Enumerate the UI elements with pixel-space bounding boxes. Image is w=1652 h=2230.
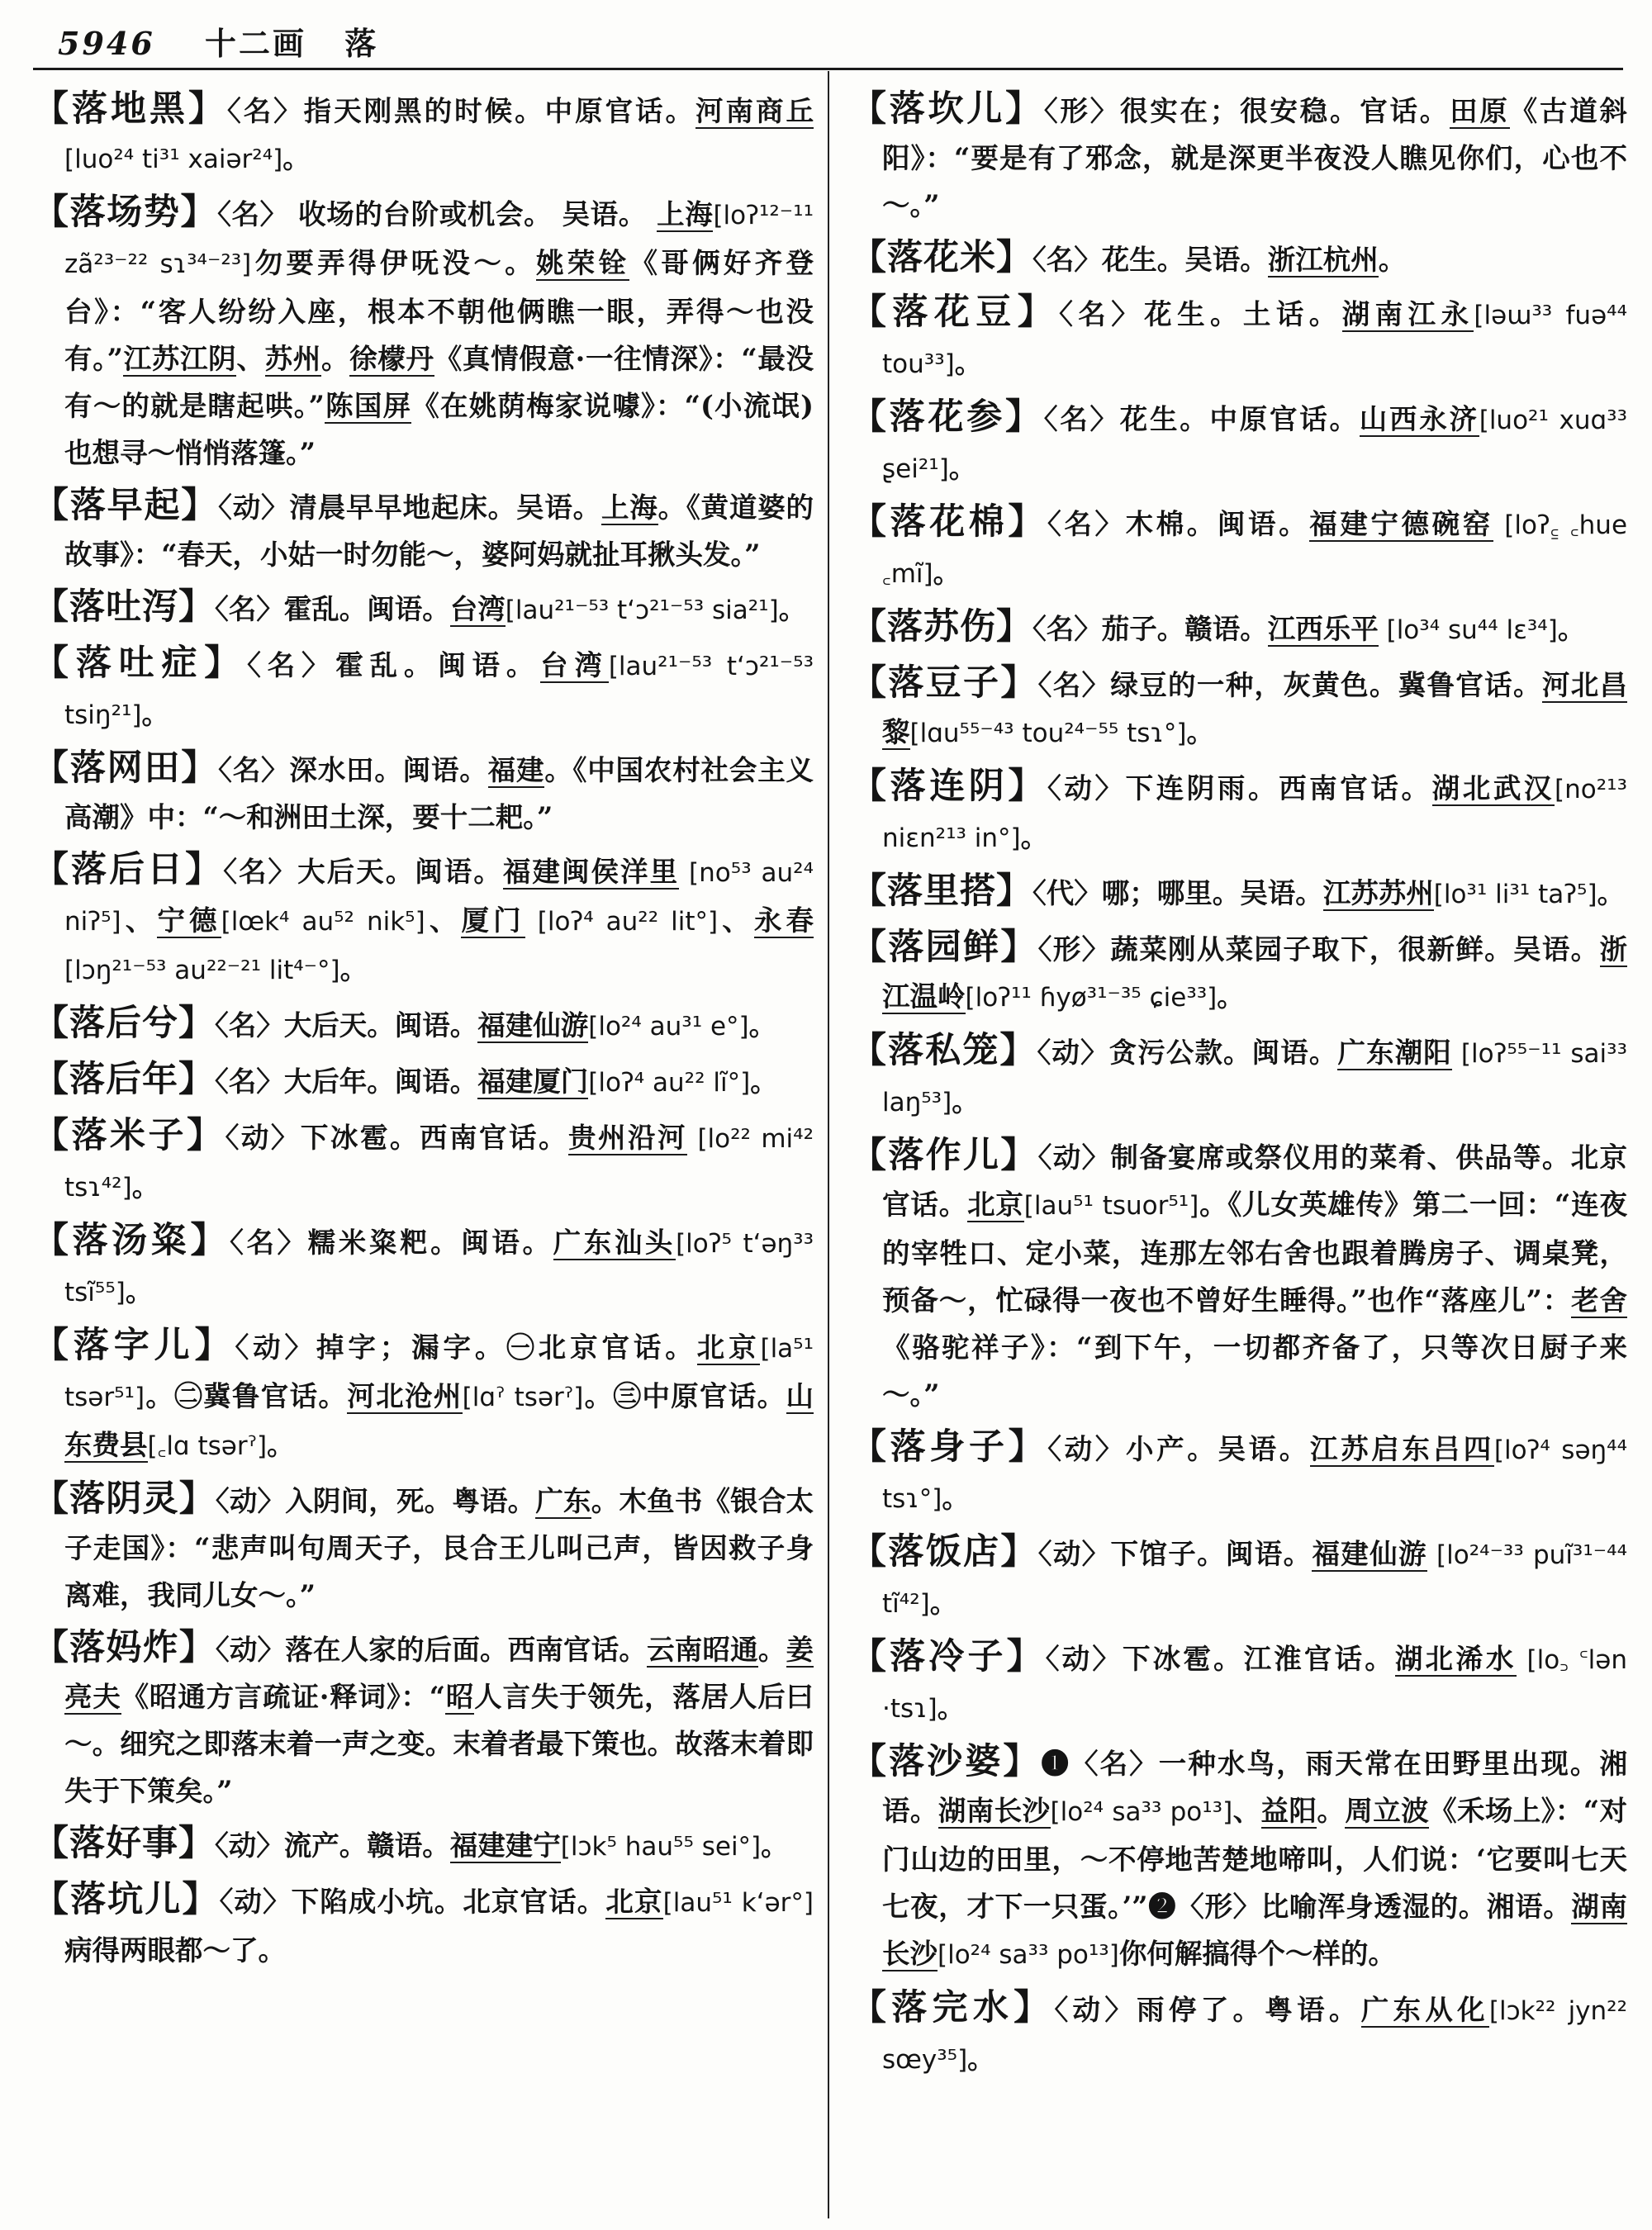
- place-name: 徐檬丹: [349, 343, 434, 375]
- entry-headword: 【落花米】: [851, 237, 1032, 278]
- right-column: [851, 86, 1627, 2090]
- place-name: 福建仙游: [477, 1009, 589, 1041]
- phonetic-transcription: [loʔ⁵ tʻəŋ³³ tsĩ⁵⁵]: [64, 1229, 814, 1307]
- entry-text: 。: [952, 1085, 980, 1117]
- phonetic-transcription: [lo²⁴⁻³³ puĩ³¹⁻⁴⁴ tĩ⁴²]: [882, 1540, 1628, 1619]
- place-name: 湖南江永: [1341, 298, 1474, 330]
- phonetic-transcription: [lau⁵¹ kʻər°]: [662, 1888, 814, 1918]
- entry-text: 。: [282, 142, 311, 174]
- entry-headword: 【落后日】: [33, 849, 224, 890]
- place-name: 贵州沿河: [568, 1122, 688, 1154]
- phonetic-transcription: [loʔ⁴ au²² lĩ°]: [588, 1068, 751, 1098]
- phonetic-transcription: [lo²⁴ au³¹ e°]: [588, 1012, 749, 1041]
- entry-headword: 【落冷子】: [851, 1636, 1046, 1677]
- dictionary-entry: [851, 289, 1627, 388]
- phonetic-transcription: [lœk⁴ au⁵² nik⁵]: [221, 907, 425, 937]
- stroke-section: 十二画: [205, 25, 307, 62]
- phonetic-transcription: [loʔ꜁ ꜀hue ꜀mĩ]: [882, 510, 1628, 589]
- entry-text: 。㊁冀鲁官话。: [145, 1380, 348, 1412]
- place-name: 老舍: [1571, 1284, 1628, 1317]
- dictionary-entry: [33, 1113, 814, 1212]
- entry-headword: 【落早起】: [33, 485, 219, 526]
- entry-text: 〈名〉霍乱。闽语。: [247, 649, 541, 681]
- entry-headword: 【落米子】: [33, 1115, 225, 1156]
- entry-text: 〈动〉下馆子。闽语。: [1037, 1538, 1313, 1570]
- entry-text: 〈名〉 收场的台阶或机会。 吴语。: [217, 198, 657, 230]
- dictionary-entry: [851, 604, 1627, 654]
- entry-text: 。: [937, 1691, 966, 1724]
- place-name: 江苏江阴: [122, 343, 237, 375]
- entry-text: 。: [1020, 821, 1049, 853]
- dictionary-entry: [33, 1625, 814, 1815]
- place-name: 永春: [753, 904, 814, 937]
- place-name: 厦门: [461, 904, 525, 937]
- page-number: 5946: [58, 25, 155, 62]
- place-name: 广东从化: [1360, 1994, 1489, 2026]
- entry-text: 〈动〉小产。吴语。: [1047, 1433, 1310, 1465]
- phonetic-transcription: [luo²⁴ ti³¹ xaiər²⁴]: [64, 145, 283, 174]
- entry-text: 〈名〉花生。吴语。: [1032, 244, 1268, 276]
- entry-headword: 【落花豆】: [851, 292, 1060, 333]
- entry-headword: 【落坎儿】: [851, 88, 1044, 130]
- place-name: 河南商丘: [695, 95, 814, 127]
- phonetic-transcription: [lau⁵¹ tsuor⁵¹]: [1023, 1191, 1199, 1221]
- phonetic-transcription: [lo³⁴ su⁴⁴ lɛ³⁴]: [1378, 615, 1558, 645]
- entry-headword: 【落豆子】: [851, 662, 1038, 704]
- dictionary-entry: [33, 86, 814, 183]
- entry-text: 《骆驼祥子》：“到下午，一切都齐备了，只等次日厨子来～。”: [882, 1331, 1627, 1411]
- entry-headword: 【落场势】: [33, 192, 218, 233]
- dictionary-entry: [851, 1985, 1627, 2084]
- entry-text: 〈形〉很实在；很安稳。官话。: [1043, 95, 1450, 127]
- entry-headword: 【落字儿】: [33, 1325, 235, 1366]
- entry-text: 病得两眼都～了。: [64, 1934, 286, 1967]
- entry-text: 、: [1232, 1795, 1261, 1827]
- entry-text: 。《黄道婆的故事》：“春天，小姑一时勿能～，婆阿妈就扯耳揪头发。”: [64, 491, 814, 571]
- entry-text: 。: [1186, 716, 1214, 748]
- place-name: 益阳: [1260, 1795, 1317, 1827]
- entry-text: 。: [1597, 877, 1626, 909]
- place-name: 山东费县: [64, 1380, 814, 1461]
- entry-text: 〈名〉霍乱。闽语。: [215, 593, 450, 625]
- phonetic-transcription: [luo²¹ xuɑ³³ ʂei²¹]: [882, 406, 1628, 484]
- place-name: 苏州: [264, 343, 321, 375]
- place-name: 北京: [605, 1886, 663, 1918]
- entry-text: 〈动〉下冰雹。西南官话。: [225, 1122, 569, 1154]
- entry-text: 。: [125, 1275, 154, 1307]
- entry-text: 。: [267, 1429, 295, 1461]
- entry-text: 〈名〉大后天。闽语。: [215, 1009, 478, 1041]
- dictionary-entry: [851, 235, 1627, 283]
- entry-headword: 【落花棉】: [851, 501, 1048, 543]
- phonetic-transcription: [loʔ⁴ səŋ⁴⁴ tsɿ°]: [882, 1435, 1628, 1514]
- entry-text: ❶〈名〉一种水鸟，雨天常在田野里出现。湘语。: [882, 1748, 1628, 1827]
- entry-headword: 【落园鲜】: [851, 927, 1038, 968]
- entry-text: 〈形〉蔬菜刚从菜园子取下，很新鲜。吴语。: [1037, 933, 1600, 966]
- entry-text: 。: [320, 343, 350, 375]
- place-name: 福建: [487, 754, 545, 786]
- entry-text: 〈动〉下连阴雨。西南官话。: [1047, 772, 1432, 804]
- phonetic-transcription: [꜀lɑ tsərˀ]: [147, 1431, 268, 1461]
- entry-text: 〈名〉糯米粢粑。闽语。: [230, 1226, 553, 1259]
- entry-text: 《禾场上》：“对门山边的田里，～不停地苦楚地啼叫，人们说：‘它要叫七天七夜，才下一只蛋。’”❷〈形〉比喻浑身透湿的。湘语。: [882, 1795, 1628, 1923]
- phonetic-transcription: [loʔ¹²⁻¹¹ zã²³⁻²² sɿ³⁴⁻²³]: [64, 201, 814, 279]
- place-name: 姜亮夫: [64, 1634, 814, 1713]
- entry-text: 你何解搞得个～样的。: [1118, 1938, 1396, 1970]
- entry-text: 〈动〉落在人家的后面。西南官话。: [215, 1634, 648, 1666]
- entry-text: 〈动〉下陷成小坑。北京官话。: [219, 1886, 606, 1918]
- phonetic-transcription: [lo²⁴ sa³³ po¹³]: [938, 1940, 1119, 1970]
- header-rule: [33, 68, 1623, 70]
- dictionary-entry: [851, 1132, 1627, 1418]
- place-name: 广东汕头: [553, 1226, 676, 1259]
- dictionary-entry: [851, 763, 1627, 862]
- place-name: 江苏苏州: [1322, 877, 1434, 909]
- place-name: 江西乐平: [1267, 613, 1379, 645]
- entry-text: 《古道斜阳》：“要是有了邪念，就是深更半夜没人瞧见你们，心也不～。”: [882, 95, 1627, 221]
- place-name: 昭: [445, 1681, 475, 1713]
- entry-text: 《昭通方言疏证·释词》：“: [121, 1681, 446, 1713]
- entry-text: 。: [750, 1065, 778, 1098]
- entry-text: 〈动〉清晨早早地起床。吴语。: [218, 491, 601, 524]
- dictionary-entry: [851, 394, 1627, 493]
- entry-text: 。: [1557, 613, 1586, 645]
- entry-headword: 【落网田】: [33, 747, 219, 789]
- place-name: 上海: [601, 491, 658, 524]
- place-name: 台湾: [540, 649, 609, 681]
- entry-text: 〈名〉花生。土话。: [1059, 298, 1342, 330]
- entry-text: 〈名〉深水田。闽语。: [218, 754, 488, 786]
- entry-text: 〈动〉制备宴席或祭仪用的菜肴、供品等。北京官话。: [882, 1141, 1628, 1221]
- entry-headword: 【落作儿】: [851, 1135, 1038, 1176]
- entry-text: 。: [339, 953, 368, 985]
- entry-text: 。: [757, 1634, 786, 1666]
- entry-headword: 【落吐泻】: [33, 586, 215, 628]
- dictionary-entry: [33, 1322, 814, 1470]
- entry-headword: 【落饭店】: [851, 1531, 1038, 1573]
- entry-text: 〈动〉流产。赣语。: [215, 1829, 450, 1862]
- dictionary-entry: [851, 1634, 1627, 1733]
- place-name: 台湾: [449, 593, 506, 625]
- entry-headword: 【落后年】: [33, 1059, 215, 1100]
- place-name: 云南昭通: [647, 1634, 758, 1666]
- entry-text: 〈动〉贪污公款。闽语。: [1037, 1037, 1338, 1069]
- entry-text: 。: [948, 452, 977, 484]
- entry-text: 。: [942, 1482, 970, 1514]
- dictionary-entry: [33, 189, 814, 477]
- entry-headword: 【落沙婆】: [851, 1741, 1042, 1782]
- dictionary-entry: [851, 1739, 1627, 1979]
- place-name: 北京: [696, 1331, 761, 1364]
- phonetic-transcription: [loʔ⁵⁵⁻¹¹ sai³³ laŋ⁵³]: [882, 1039, 1628, 1117]
- place-name: 陈国屏: [324, 390, 412, 422]
- dictionary-entry: [33, 847, 814, 994]
- entry-text: 。: [748, 1009, 777, 1041]
- entry-text: 。: [1217, 980, 1245, 1013]
- entry-text: 。木鱼书《银合太子走国》：“悲声叫句周天子，艮合王儿叫己声，皆因救子身离难，我同儿女～。”: [64, 1485, 814, 1611]
- place-name: 河北昌黎: [882, 669, 1628, 748]
- phonetic-transcription: [lo²² mi⁴² tsɿ⁴²]: [64, 1124, 814, 1203]
- section-character: 落: [344, 25, 379, 62]
- place-name: 上海: [657, 198, 714, 230]
- entry-text: 〈名〉花生。中原官话。: [1043, 403, 1360, 435]
- entry-headword: 【落妈炸】: [33, 1627, 216, 1668]
- phonetic-transcription: [no²¹³ niɛn²¹³ in°]: [882, 775, 1628, 853]
- entry-text: 勿要弄得伊呒没～。: [251, 247, 536, 279]
- place-name: 福建厦门: [477, 1065, 589, 1098]
- entry-text: 。: [967, 2043, 995, 2075]
- place-name: 河北沧州: [347, 1380, 463, 1412]
- dictionary-entry: [851, 86, 1627, 229]
- entry-headword: 【落苏伤】: [851, 606, 1032, 648]
- dictionary-entry: [33, 482, 814, 578]
- phonetic-transcription: [loʔ¹¹ ɦyø³¹⁻³⁵ ɕie³³]: [965, 983, 1218, 1013]
- place-name: 福建建宁: [449, 1829, 561, 1862]
- entry-text: 《哥俩好齐登台》：“客人纷纷入座，根本不朝他俩瞧一眼，弄得～也没有。”: [64, 247, 814, 375]
- entry-text: 〈动〉雨停了。粤语。: [1054, 1994, 1361, 2026]
- place-name: 浙江杭州: [1267, 244, 1379, 276]
- entry-text: 。: [1317, 1795, 1346, 1827]
- dictionary-entry: [33, 1476, 814, 1619]
- left-column: [33, 86, 814, 1980]
- entry-headword: 【落私笼】: [851, 1030, 1037, 1071]
- entry-text: 、: [718, 904, 754, 937]
- phonetic-transcription: [ləɯ³³ fuə⁴⁴ tou³³]: [882, 301, 1628, 379]
- entry-text: 。: [954, 347, 983, 379]
- phonetic-transcription: [la⁵¹ tsər⁵¹]: [64, 1334, 814, 1412]
- entry-text: 〈动〉下冰雹。江淮官话。: [1045, 1643, 1395, 1675]
- entry-headword: 【落阴灵】: [33, 1478, 216, 1520]
- place-name: 福建宁德碗窑: [1309, 508, 1493, 540]
- entry-headword: 【落汤粢】: [33, 1220, 230, 1261]
- entry-text: 。: [141, 698, 170, 730]
- entry-text: 《真情假意·一往情深》：“最没有～的就是瞎起哄。”: [64, 343, 814, 422]
- entry-headword: 【落坑儿】: [33, 1879, 220, 1920]
- place-name: 浙江温岭: [882, 933, 1628, 1013]
- dictionary-entry: [851, 660, 1627, 757]
- phonetic-transcription: [no⁵³ au²⁴ niʔ⁵]: [64, 858, 814, 937]
- entry-headword: 【落完水】: [851, 1987, 1055, 2028]
- place-name: 湖南长沙: [938, 1795, 1051, 1827]
- entry-text: 〈名〉大后天。闽语。: [223, 856, 503, 888]
- entry-text: 、: [236, 343, 265, 375]
- entry-headword: 【落连阴】: [851, 766, 1048, 807]
- phonetic-transcription: [lo꜆ ꜂lən ·tsɿ]: [882, 1645, 1628, 1724]
- phonetic-transcription: [lɑˀ tsərˀ]: [462, 1383, 584, 1412]
- entry-text: 〈动〉掉字；漏字。㊀北京官话。: [235, 1331, 697, 1364]
- place-name: 宁德: [157, 904, 221, 937]
- dictionary-entry: [33, 1000, 814, 1051]
- entry-text: 。《儿女英雄传》第二一回：“连夜的宰牲口、定小菜，连那左邻右舍也跟着腾房子、调桌凳，预备～，忙碌得一夜也不曾好生睡得。”也作“落座儿”：: [882, 1189, 1627, 1317]
- entry-headword: 【落花参】: [851, 396, 1044, 438]
- dictionary-entry: [851, 1529, 1627, 1628]
- dictionary-entry: [851, 1027, 1627, 1127]
- entry-headword: 【落后兮】: [33, 1003, 215, 1044]
- place-name: 福建闽侯洋里: [502, 856, 680, 888]
- entry-text: 〈名〉木棉。闽语。: [1047, 508, 1310, 540]
- entry-text: 〈名〉绿豆的一种，灰黄色。冀鲁官话。: [1037, 669, 1542, 701]
- dictionary-entry: [33, 1056, 814, 1107]
- entry-text: 。《中国农村社会主义高潮》中：“～和洲田土深，要十二耙。”: [64, 754, 814, 833]
- place-name: 田原: [1450, 95, 1510, 127]
- entry-text: 〈动〉入阴间，死。粤语。: [215, 1485, 536, 1517]
- column-divider: [828, 71, 829, 2218]
- dictionary-entry: [851, 924, 1627, 1022]
- dictionary-entry: [33, 1877, 814, 1974]
- dictionary-entry: [851, 1424, 1627, 1523]
- phonetic-transcription: [lau²¹⁻⁵³ tʻɔ²¹⁻⁵³ sia²¹]: [505, 595, 779, 625]
- place-name: 广东: [535, 1485, 591, 1517]
- entry-text: 〈名〉指天刚黑的时候。中原官话。: [226, 95, 696, 127]
- phonetic-transcription: [lau²¹⁻⁵³ tʻɔ²¹⁻⁵³ tsiŋ²¹]: [64, 652, 814, 730]
- place-name: 山西永济: [1359, 403, 1479, 435]
- entry-text: 。㊂中原官话。: [583, 1380, 786, 1412]
- phonetic-transcription: [loʔ⁴ au²² lit°]: [525, 907, 719, 937]
- phonetic-transcription: [lo³¹ li³¹ taʔ⁵]: [1433, 880, 1597, 909]
- entry-text: 、: [425, 904, 462, 937]
- place-name: 周立波: [1345, 1795, 1430, 1827]
- place-name: 广东潮阳: [1337, 1037, 1452, 1069]
- entry-headword: 【落吐症】: [33, 643, 248, 684]
- entry-text: 〈代〉哪；哪里。吴语。: [1032, 877, 1323, 909]
- dictionary-entry: [33, 1820, 814, 1871]
- entry-headword: 【落身子】: [851, 1426, 1048, 1468]
- place-name: 姚荣铨: [535, 247, 630, 279]
- entry-headword: 【落好事】: [33, 1823, 215, 1864]
- entry-text: 〈名〉大后年。闽语。: [215, 1065, 478, 1098]
- entry-headword: 【落地黑】: [33, 88, 227, 130]
- place-name: 北京: [967, 1189, 1024, 1221]
- dictionary-entry: [851, 499, 1627, 598]
- dictionary-entry: [33, 640, 814, 739]
- entry-text: 人言失于领先，落居人后曰～。细究之即落末着一声之变。末着者最下策也。故落末着即失于下策矣。”: [64, 1681, 814, 1807]
- entry-text: 。: [929, 1587, 958, 1619]
- phonetic-transcription: [lɔŋ²¹⁻⁵³ au²²⁻²¹ lit⁴⁻°]: [64, 956, 340, 985]
- phonetic-transcription: [lɑu⁵⁵⁻⁴³ tou²⁴⁻⁵⁵ tsɿ°]: [909, 719, 1187, 748]
- entry-text: 〈名〉茄子。赣语。: [1032, 613, 1268, 645]
- entry-text: 。: [761, 1829, 789, 1862]
- place-name: 江苏启东吕四: [1309, 1433, 1494, 1465]
- dictionary-entry: [33, 745, 814, 841]
- place-name: 福建仙游: [1312, 1538, 1427, 1570]
- entry-text: 。: [131, 1170, 160, 1203]
- phonetic-transcription: [lo²⁴ sa³³ po¹³]: [1050, 1797, 1233, 1827]
- page-header: [58, 18, 1627, 68]
- entry-headword: 【落里搭】: [851, 871, 1032, 912]
- entry-text: 。: [933, 557, 961, 589]
- entry-text: 。: [778, 593, 807, 625]
- dictionary-entry: [851, 868, 1627, 918]
- entry-text: 、: [121, 904, 158, 937]
- entry-text: 《在姚荫梅家说噱》：“(小流氓)也想寻～悄悄落篷。”: [64, 390, 814, 469]
- dictionary-entry: [33, 1217, 814, 1317]
- phonetic-transcription: [lɔk²² jyn²² sœy³⁵]: [882, 1996, 1628, 2075]
- dictionary-entry: [33, 584, 814, 634]
- phonetic-transcription: [lɔk⁵ hau⁵⁵ sei°]: [560, 1832, 762, 1862]
- place-name: 湖北武汉: [1431, 772, 1555, 804]
- place-name: 湖南长沙: [882, 1891, 1628, 1970]
- place-name: 湖北浠水: [1394, 1643, 1517, 1675]
- entry-text: 。: [1378, 244, 1407, 276]
